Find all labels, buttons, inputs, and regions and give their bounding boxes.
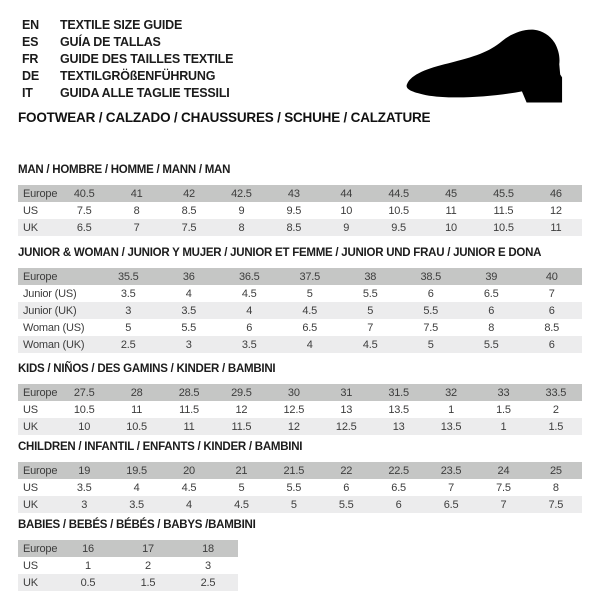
size-value: 7: [448, 481, 454, 494]
size-value: 33.5: [545, 386, 567, 399]
size-table-row: [18, 336, 582, 353]
size-table-row: [18, 319, 582, 336]
language-code: DE: [22, 68, 39, 83]
size-value: 11: [131, 403, 143, 416]
size-value: 12: [549, 204, 562, 217]
size-value: 5: [125, 321, 132, 334]
size-value: 11: [183, 420, 195, 433]
size-value: 6.5: [302, 321, 318, 334]
size-value: 4.5: [181, 481, 197, 494]
size-value: 8.5: [181, 204, 197, 217]
size-value: 44: [340, 187, 353, 200]
size-value: 40.5: [73, 187, 95, 200]
size-value: 7: [548, 287, 555, 300]
size-value: 4: [246, 304, 253, 317]
size-value: 10: [340, 204, 353, 217]
size-value: 1: [85, 559, 91, 572]
size-value: 11: [445, 204, 457, 217]
size-value: 5: [290, 498, 297, 511]
size-value: 7.5: [76, 204, 92, 217]
row-label: Junior (UK): [23, 304, 77, 317]
size-value: 3.5: [129, 498, 144, 511]
size-value: 45: [445, 187, 457, 200]
section-title: MAN / HOMBRE / HOMME / MANN / MAN: [18, 164, 231, 176]
size-table-row: [18, 418, 582, 435]
size-value: 3: [185, 338, 192, 351]
size-table-row: [18, 557, 238, 574]
size-value: 31.5: [388, 386, 409, 399]
size-value: 5.5: [483, 338, 499, 351]
size-value: 19.5: [126, 464, 147, 477]
size-value: 45.5: [493, 187, 514, 200]
size-value: 6: [395, 498, 402, 511]
size-value: 36.5: [238, 270, 260, 283]
size-value: 5.5: [181, 321, 197, 334]
language-line-en: [22, 16, 233, 33]
section-title: BABIES / BEBÉS / BÉBÉS / BABYS /BAMBINI: [18, 519, 256, 531]
size-value: 8: [552, 481, 559, 494]
size-value: 5: [427, 338, 434, 351]
size-value: 11.5: [179, 403, 199, 416]
size-value: 30: [287, 386, 300, 399]
size-value: 11: [550, 221, 562, 234]
size-value: 6.5: [443, 498, 459, 511]
size-table-header-row: [18, 540, 238, 557]
language-line-es: [22, 33, 233, 50]
section-kids: [18, 363, 582, 435]
section-title: CHILDREN / INFANTIL / ENFANTS / KINDER / BAMBINI: [18, 441, 303, 453]
language-code: FR: [22, 51, 39, 66]
size-table-row: [18, 479, 582, 496]
language-text: GUIDA ALLE TAGLIE TESSILI: [60, 85, 230, 100]
size-value: 4: [185, 287, 192, 300]
size-value: 9.5: [286, 204, 302, 217]
size-value: 4.5: [362, 338, 378, 351]
size-value: 44.5: [388, 187, 409, 200]
size-value: 7: [133, 221, 140, 234]
section-man: [18, 164, 582, 236]
size-table-row: [18, 202, 582, 219]
size-value: 10.5: [388, 204, 409, 217]
size-value: 1.5: [496, 403, 511, 416]
size-value: 32: [445, 386, 457, 399]
size-value: 2: [552, 403, 559, 416]
size-value: 2.5: [200, 576, 216, 589]
row-label: US: [23, 481, 38, 494]
row-label: Europe: [23, 542, 58, 555]
size-value: 28: [130, 386, 143, 399]
row-label: US: [23, 204, 38, 217]
size-value: 7: [500, 498, 507, 511]
size-value: 25: [549, 464, 562, 477]
size-table-header-row: [18, 462, 582, 479]
row-label: Europe: [23, 187, 58, 200]
size-value: 16: [82, 542, 94, 555]
size-value: 46: [549, 187, 562, 200]
size-value: 38.5: [420, 270, 442, 283]
size-value: 27.5: [73, 386, 95, 399]
category-title: FOOTWEAR / CALZADO / CHAUSSURES / SCHUHE / CALZATURE: [18, 110, 431, 125]
size-value: 8: [133, 204, 140, 217]
size-value: 4.5: [302, 304, 318, 317]
size-value: 3: [125, 304, 132, 317]
size-table-junior-woman: [18, 268, 582, 353]
size-value: 6.5: [483, 287, 499, 300]
size-value: 3.5: [241, 338, 257, 351]
size-value: 6.5: [391, 481, 406, 494]
size-value: 5.5: [423, 304, 439, 317]
size-table-row: [18, 574, 238, 591]
size-value: 6: [427, 287, 434, 300]
size-value: 43: [287, 187, 300, 200]
size-value: 41: [130, 187, 143, 200]
size-value: 37.5: [299, 270, 321, 283]
size-table-row: [18, 219, 582, 236]
section-junior-woman: [18, 247, 582, 353]
size-value: 28.5: [178, 386, 200, 399]
row-label: Europe: [23, 464, 58, 477]
size-value: 38: [364, 270, 377, 283]
size-table-babies: [18, 540, 238, 591]
size-value: 29.5: [231, 386, 252, 399]
size-value: 2: [145, 559, 151, 572]
language-code: EN: [22, 17, 39, 32]
size-value: 5: [367, 304, 374, 317]
size-value: 11.5: [231, 420, 252, 433]
size-value: 10: [78, 420, 91, 433]
size-value: 1: [500, 420, 507, 433]
size-value: 35.5: [117, 270, 139, 283]
language-code: IT: [22, 85, 33, 100]
size-value: 12.5: [283, 403, 305, 416]
size-value: 7.5: [181, 221, 197, 234]
language-text: GUÍA DE TALLAS: [60, 34, 161, 49]
size-table-row: [18, 285, 582, 302]
size-table-man: [18, 185, 582, 236]
size-value: 42: [183, 187, 195, 200]
size-value: 17: [142, 542, 154, 555]
size-value: 7.5: [496, 481, 511, 494]
section-title: KIDS / NIÑOS / DES GAMINS / KINDER / BAMBINI: [18, 363, 276, 375]
size-value: 1.5: [548, 420, 564, 433]
size-value: 2.5: [120, 338, 136, 351]
size-value: 24: [497, 464, 510, 477]
size-value: 3.5: [76, 481, 92, 494]
size-value: 4: [306, 338, 313, 351]
size-value: 0.5: [80, 576, 96, 589]
size-value: 12: [235, 403, 248, 416]
size-table-kids: [18, 384, 582, 435]
size-value: 5: [306, 287, 313, 300]
size-value: 9.5: [391, 221, 406, 234]
size-table-children: [18, 462, 582, 513]
size-value: 6: [488, 304, 495, 317]
size-value: 12.5: [335, 420, 357, 433]
row-label: Europe: [23, 270, 58, 283]
size-value: 8: [238, 221, 245, 234]
size-value: 8.5: [286, 221, 302, 234]
size-value: 4: [186, 498, 192, 511]
size-table-header-row: [18, 185, 582, 202]
size-value: 8: [488, 321, 495, 334]
size-value: 42.5: [231, 187, 252, 200]
row-label: UK: [23, 498, 38, 511]
size-table-row: [18, 496, 582, 513]
language-code: ES: [22, 34, 39, 49]
section-title: JUNIOR & WOMAN / JUNIOR Y MUJER / JUNIOR ET FEMME / JUNIOR UND FRAU / JUNIOR E DONA: [18, 247, 542, 259]
language-line-fr: [22, 50, 233, 67]
size-value: 40: [545, 270, 558, 283]
size-value: 10.5: [126, 420, 147, 433]
section-babies: [18, 519, 582, 591]
row-label: UK: [23, 576, 38, 589]
size-table-header-row: [18, 384, 582, 401]
language-line-it: [22, 84, 233, 101]
row-label: US: [23, 559, 38, 572]
size-value: 5.5: [338, 498, 354, 511]
size-value: 1.5: [140, 576, 156, 589]
size-value: 6: [548, 338, 555, 351]
size-value: 13.5: [388, 403, 409, 416]
size-value: 13: [392, 420, 405, 433]
size-value: 9: [343, 221, 350, 234]
size-value: 22: [340, 464, 353, 477]
row-label: Junior (US): [23, 287, 77, 300]
size-value: 7: [367, 321, 374, 334]
row-label: US: [23, 403, 38, 416]
size-value: 10.5: [73, 403, 95, 416]
language-list: [22, 16, 233, 101]
language-text: TEXTILE SIZE GUIDE: [60, 17, 183, 32]
size-value: 23.5: [440, 464, 462, 477]
size-table-row: [18, 302, 582, 319]
size-value: 1: [448, 403, 454, 416]
size-table-row: [18, 401, 582, 418]
size-value: 4.5: [241, 287, 257, 300]
language-line-de: [22, 67, 233, 84]
size-value: 6.5: [76, 221, 92, 234]
size-value: 31: [340, 386, 353, 399]
size-value: 8.5: [544, 321, 560, 334]
row-label: UK: [23, 221, 38, 234]
size-value: 6: [548, 304, 555, 317]
size-value: 7.5: [548, 498, 564, 511]
size-value: 3.5: [120, 287, 136, 300]
size-value: 13.5: [440, 420, 462, 433]
size-value: 4.5: [234, 498, 249, 511]
size-value: 21.5: [283, 464, 305, 477]
size-value: 21: [235, 464, 248, 477]
size-value: 11.5: [493, 204, 514, 217]
size-value: 10.5: [493, 221, 514, 234]
size-value: 10: [445, 221, 457, 234]
language-text: GUIDE DES TAILLES TEXTILE: [60, 51, 234, 66]
size-value: 19: [78, 464, 91, 477]
size-value: 18: [202, 542, 214, 555]
language-text: TEXTILGRÖßENFÜHRUNG: [60, 68, 216, 83]
size-value: 3: [81, 498, 88, 511]
size-value: 7.5: [423, 321, 439, 334]
size-value: 36: [182, 270, 195, 283]
size-value: 20: [183, 464, 195, 477]
row-label: UK: [23, 420, 38, 433]
size-value: 5.5: [362, 287, 378, 300]
section-children: [18, 441, 582, 513]
size-value: 22.5: [388, 464, 409, 477]
size-value: 4: [133, 481, 140, 494]
size-value: 33: [497, 386, 510, 399]
row-label: Europe: [23, 386, 58, 399]
row-label: Woman (UK): [23, 338, 85, 351]
dress-shoe-icon: [397, 26, 589, 110]
size-value: 6: [246, 321, 253, 334]
size-value: 12: [287, 420, 300, 433]
row-label: Woman (US): [23, 321, 85, 334]
size-value: 5: [238, 481, 245, 494]
size-value: 3.5: [181, 304, 197, 317]
size-value: 13: [340, 403, 353, 416]
size-table-header-row: [18, 268, 582, 285]
size-value: 39: [485, 270, 498, 283]
size-value: 3: [205, 559, 211, 572]
size-value: 6: [343, 481, 350, 494]
size-value: 9: [238, 204, 245, 217]
size-value: 5.5: [286, 481, 302, 494]
